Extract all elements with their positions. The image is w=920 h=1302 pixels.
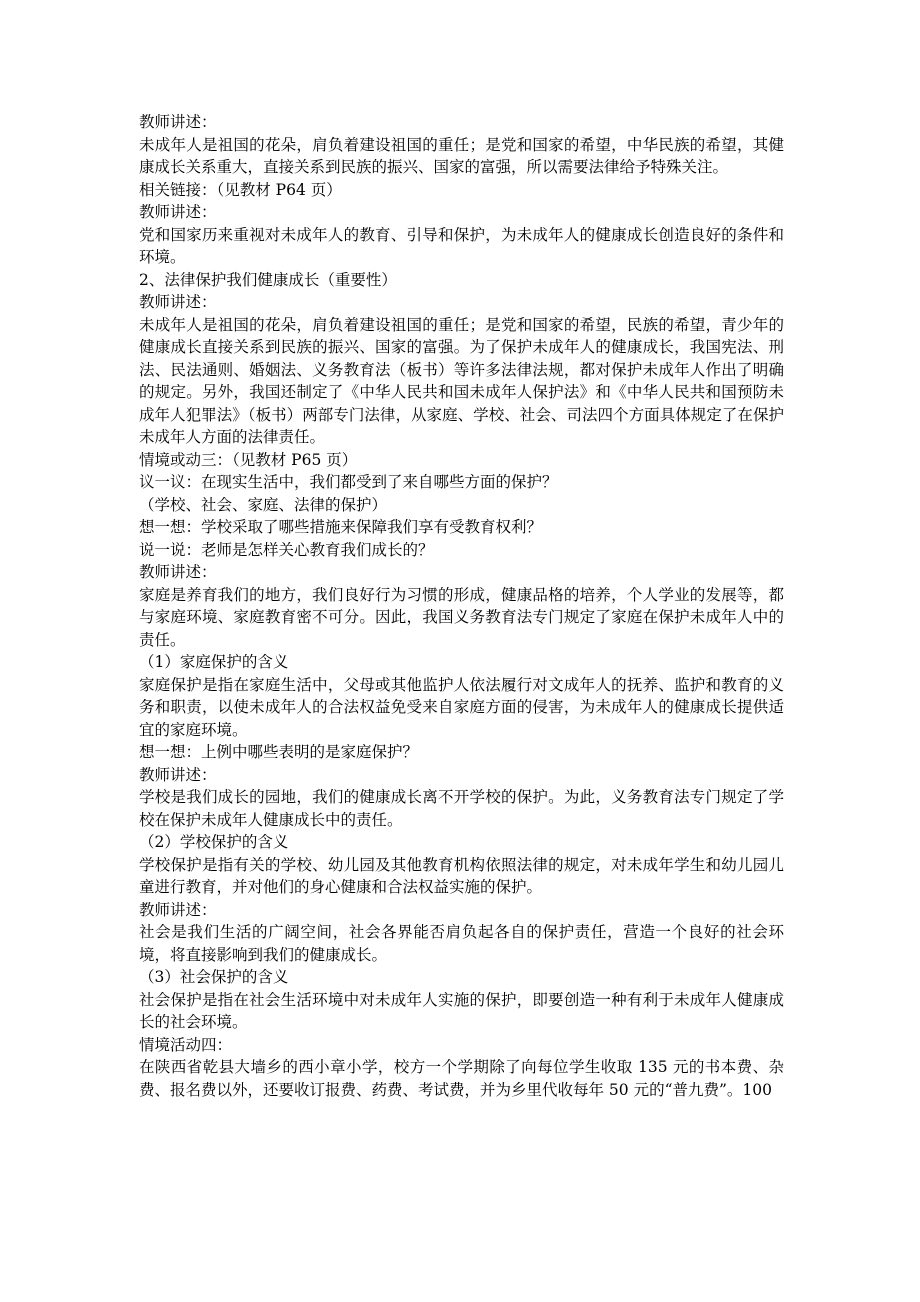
subsection-heading: （1）家庭保护的含义 bbox=[139, 653, 289, 671]
paragraph: 教师讲述： bbox=[139, 203, 217, 221]
paragraph: 未成年人是祖国的花朵，肩负着建设祖国的重任；是党和国家的希望，中华民族的希望，其健康成长关系重大，直接关系到民族的振兴、国家的富强，所以需要法律给予特殊关注。 bbox=[139, 135, 784, 176]
paragraph: 社会是我们生活的广阔空间，社会各界能否肩负起各自的保护责任，营造一个良好的社会环境，将直接影响到我们的健康成长。 bbox=[139, 923, 784, 964]
paragraph: 想一想：学校采取了哪些措施来保障我们享有受教育权利？ bbox=[139, 518, 543, 536]
paragraph: 说一说：老师是怎样关心教育我们成长的？ bbox=[139, 540, 434, 559]
paragraph: 社会保护是指在社会生活环境中对未成年人实施的保护，即要创造一种有利于未成年人健康成长的社会环境。 bbox=[139, 990, 784, 1031]
paragraph: 教师讲述： bbox=[139, 113, 217, 131]
paragraph: 想一想：上例中哪些表明的是家庭保护？ bbox=[139, 743, 419, 761]
subsection-heading: （3）社会保护的含义 bbox=[139, 968, 289, 986]
paragraph: 情境活动四： bbox=[139, 1035, 233, 1054]
paragraph: 教师讲述： bbox=[139, 293, 217, 311]
paragraph: 未成年人是祖国的花朵，肩负着建设祖国的重任；是党和国家的希望，民族的希望，青少年的健康成长直接关系到民族的振兴、国家的富强。为了保护未成年人的健康成长，我国宪法、刑法、民法通则、婚姻法、义务教育法（板书）等许多法律法规，都对保护未成年人作出了明确的规定。另外，我国还制定了《中华人民共和国未成年人保护法》和《中华人民共和国预防未成年人犯罪法》（板书）两部专门法律，从家庭、学校、社会、司法四个方面具体规定了在保护未成年人方面的法律责任。 bbox=[139, 315, 784, 446]
paragraph: 教师讲述： bbox=[139, 765, 217, 784]
subsection-heading: （2）学校保护的含义 bbox=[139, 833, 289, 851]
paragraph: 教师讲述： bbox=[139, 563, 217, 581]
paragraph: 党和国家历来重视对未成年人的教育、引导和保护，为未成年人的健康成长创造良好的条件和环境。 bbox=[139, 225, 784, 266]
document-body bbox=[139, 111, 784, 1101]
paragraph: （学校、社会、家庭、法律的保护） bbox=[139, 495, 388, 514]
paragraph: 教师讲述： bbox=[139, 900, 217, 919]
paragraph: 议一议：在现实生活中，我们都受到了来自哪些方面的保护？ bbox=[139, 473, 558, 491]
paragraph: 在陕西省乾县大墙乡的西小章小学，校方一个学期除了向每位学生收取 135 元的书本费、杂费、报名费以外，还要收订报费、药费、考试费，并为乡里代收每年 50 元的“普九费”。100 bbox=[139, 1058, 784, 1099]
paragraph: 家庭是养育我们的地方，我们良好行为习惯的形成，健康品格的培养，个人学业的发展等，都与家庭环境、家庭教育密不可分。因此，我国义务教育法专门规定了家庭在保护未成年人中的责任。 bbox=[139, 585, 784, 649]
paragraph: 学校是我们成长的园地，我们的健康成长离不开学校的保护。为此，义务教育法专门规定了学校在保护未成年人健康成长中的责任。 bbox=[139, 788, 784, 829]
paragraph: 家庭保护是指在家庭生活中，父母或其他监护人依法履行对文成年人的抚养、监护和教育的义务和职责，以使未成年人的合法权益免受来自家庭方面的侵害，为未成年人的健康成长提供适宜的家庭环境。 bbox=[139, 675, 784, 739]
paragraph: 学校保护是指有关的学校、幼儿园及其他教育机构依照法律的规定，对未成年学生和幼儿园儿童进行教育，并对他们的身心健康和合法权益实施的保护。 bbox=[139, 855, 784, 896]
paragraph: 相关链接：（见教材 P64 页） bbox=[139, 180, 342, 199]
paragraph: 情境或动三：（见教材 P65 页） bbox=[139, 450, 358, 469]
section-heading: 2、法律保护我们健康成长（重要性） bbox=[139, 270, 397, 289]
